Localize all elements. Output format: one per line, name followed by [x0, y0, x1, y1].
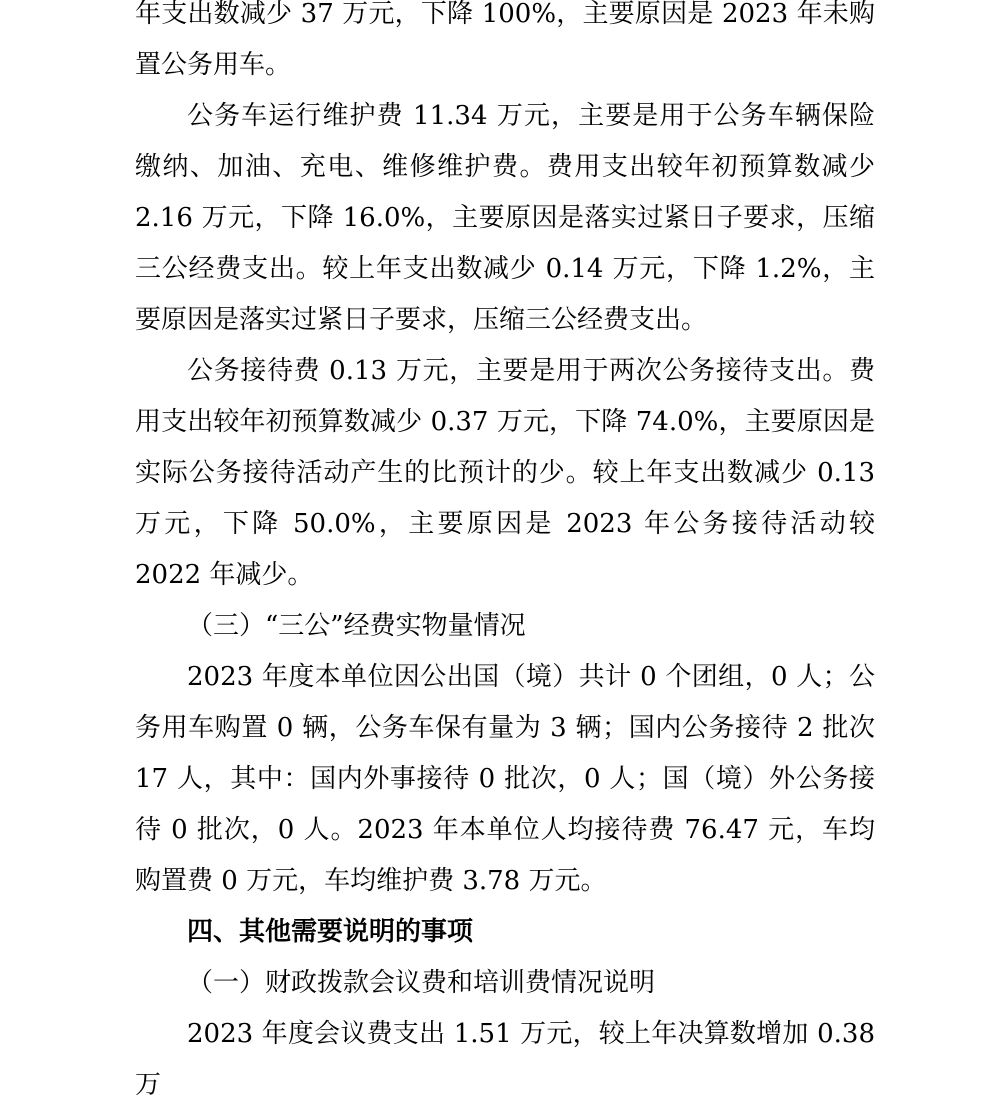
paragraph-vehicle-purchase-tail: 年支出数减少 37 万元，下降 100%，主要原因是 2023 年未购置公务用车。: [135, 0, 875, 80]
document-page: [135, 0, 875, 1111]
subsection-heading-meeting-training: （一）财政拨款会议费和培训费情况说明: [187, 968, 656, 998]
paragraph-vehicle-maintenance: 公务车运行维护费 11.34 万元，主要是用于公务车辆保险缴纳、加油、充电、维修维护费。费用支出较年初预算数减少 2.16 万元，下降 16.0%，主要原因是落实过紧日子要求，压缩三公经费支出。较上年支出数减少 0.14 万元，下降 1.2%，主要原因是落实过紧日子要求，压缩三公经费支出。: [135, 101, 875, 335]
paragraph-physical-quantity: 2023 年度本单位因公出国（境）共计 0 个团组，0 人；公务用车购置 0 辆，公务车保有量为 3 辆；国内公务接待 2 批次 17 人，其中：国内外事接待 0 批次，0 人；国（境）外公务接待 0 批次，0 人。2023 年本单位人均接待费 76.47 元，车均购置费 0 万元，车均维护费 3.78 万元。: [135, 662, 875, 896]
section-heading-physical-quantity: （三）“三公”经费实物量情况: [187, 611, 526, 641]
paragraph-meeting-fee: 2023 年度会议费支出 1.51 万元，较上年决算数增加 0.38 万: [135, 1019, 875, 1100]
paragraph-reception-fee: 公务接待费 0.13 万元，主要是用于两次公务接待支出。费用支出较年初预算数减少 0.37 万元，下降 74.0%，主要原因是实际公务接待活动产生的比预计的少。较上年支出数减少 0.13 万元，下降 50.0%，主要原因是 2023 年公务接待活动较 2022 年减少。: [135, 356, 875, 590]
section-heading-other-matters: 四、其他需要说明的事项: [187, 917, 474, 947]
